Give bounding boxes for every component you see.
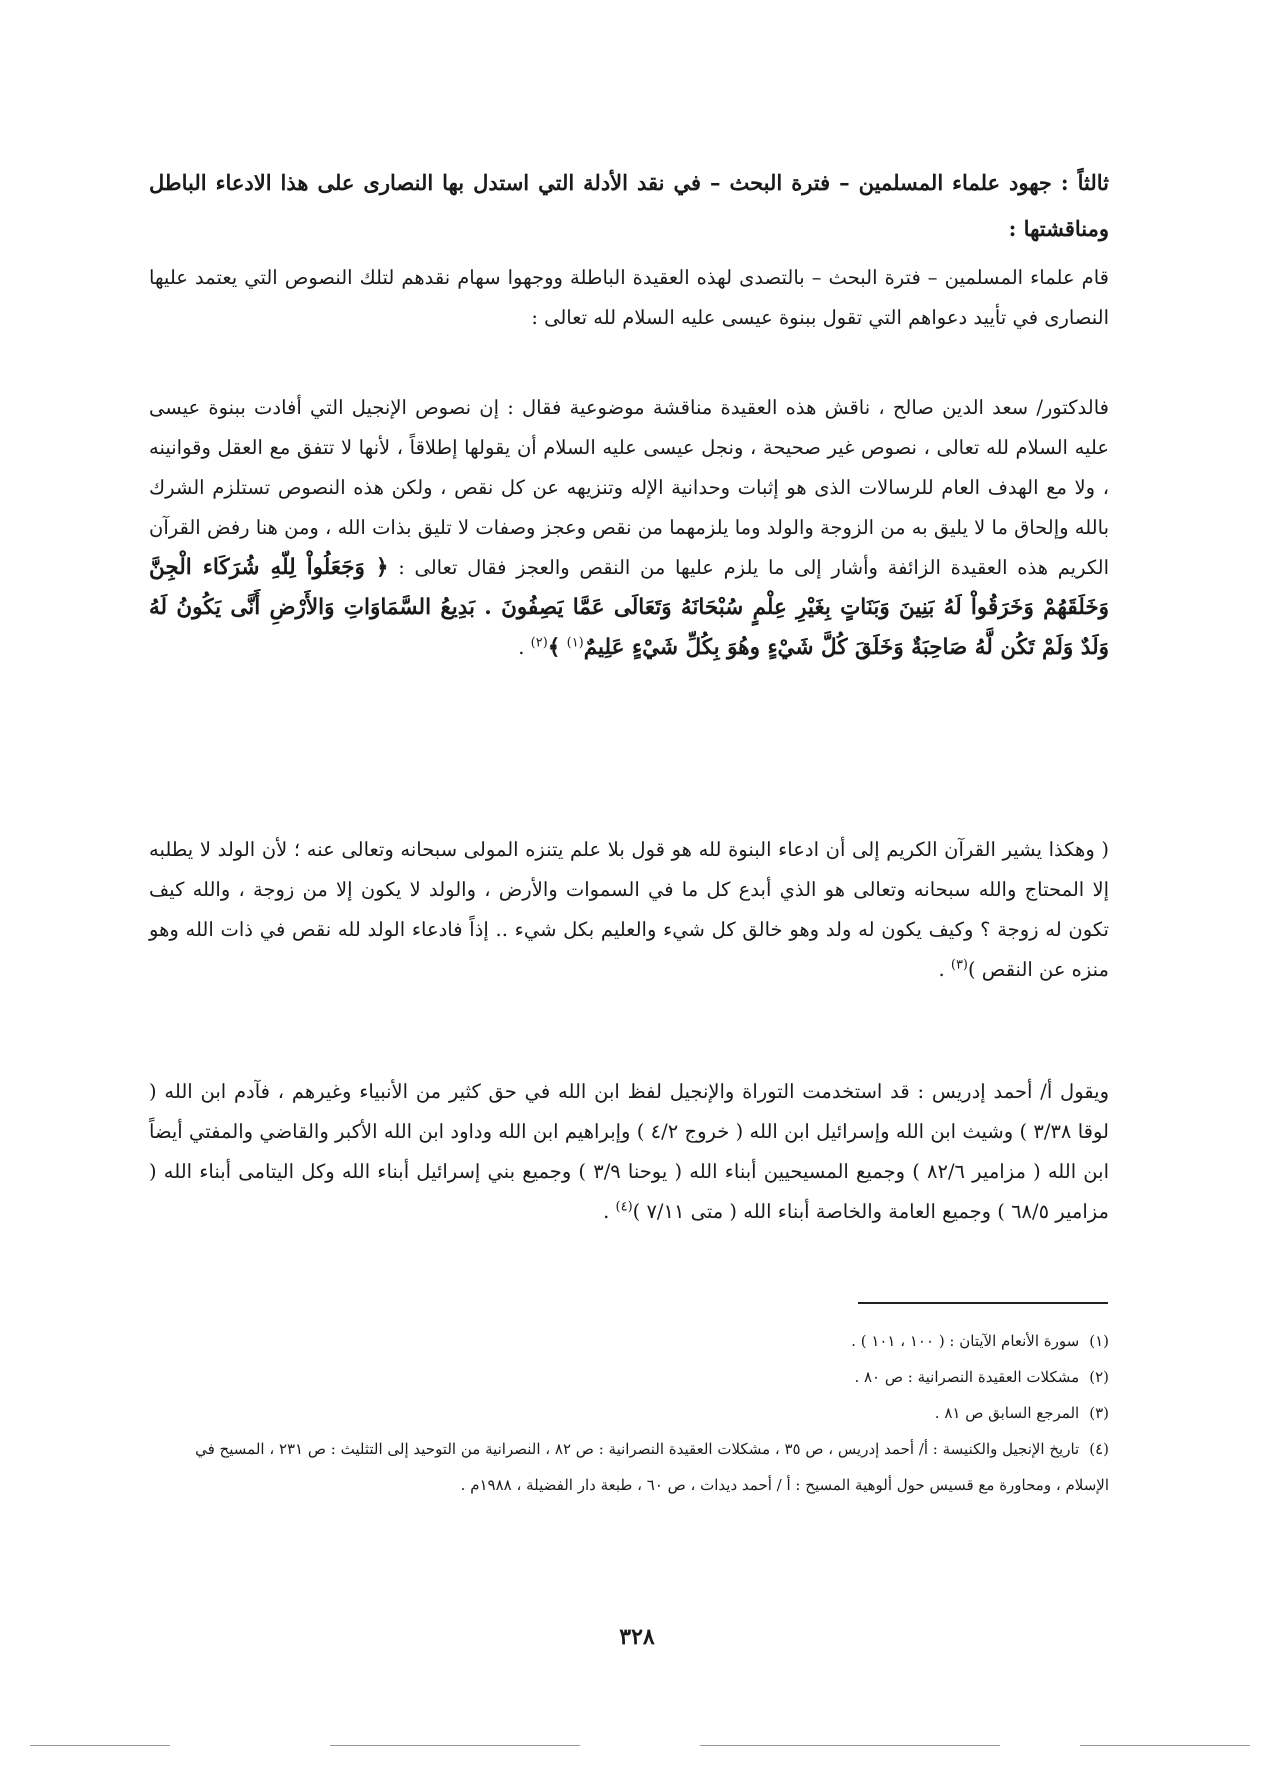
footnote-number: (١)	[1089, 1332, 1109, 1350]
section-heading: ثالثاً : جهود علماء المسلمين – فترة البحث – في نقد الأدلة التي استدل بها النصارى على هذا الادعاء الباطل ومناقشتها :	[149, 170, 1109, 241]
scan-edge-line	[700, 1745, 1000, 1746]
footnote	[149, 1323, 1109, 1359]
quran-verse: ﴿ وَجَعَلُواْ لِلّهِ شُرَكَاء الْجِنَّ وَخَلَقَهُمْ وَخَرَقُواْ لَهُ بَنِينَ وَبَنَاتٍ بِغَيْرِ عِلْمٍ سُبْحَانَهُ وَتَعَالَى عَمَّا يَصِفُونَ . بَدِيعُ السَّمَاوَاتِ وَالأَرْضِ أَنَّى يَكُونُ لَهُ وَلَدٌ وَلَمْ تَكُن لَّهُ صَاحِبَةٌ وَخَلَقَ كُلَّ شَيْءٍ وهُوَ بِكُلِّ شَيْءٍ عَلِيمٌ	[149, 555, 1109, 660]
footnote-number: (٤)	[1089, 1440, 1109, 1458]
footnote-ref: (٣)	[950, 957, 968, 973]
footnote-number: (٢)	[1089, 1368, 1109, 1386]
footnotes	[149, 1323, 1109, 1503]
paragraph-text: ويقول أ/ أحمد إدريس : قد استخدمت التوراة والإنجيل لفظ ابن الله في حق كثير من الأنبياء وغيرهم ، فآدم ابن الله ( لوقا ٣/٣٨ ) وشيث ابن الله وإسرائيل ابن الله ( خروج ٤/٢ ) وإبراهيم ابن الله وداود ابن الله الأكبر والقاضي والمفتي أيضاً ابن الله ( مزامير ٨٢/٦ ) وجميع المسيحيين أبناء الله ( يوحنا ٣/٩ ) وجميع بني إسرائيل أبناء الله وكل اليتامى أبناء الله ( مزامير ٦٨/٥ ) وجميع العامة والخاصة أبناء الله ( متى ٧/١١ )	[149, 1080, 1109, 1223]
paragraph-text: ( وهكذا يشير القرآن الكريم إلى أن ادعاء البنوة لله هو قول بلا علم يتنزه المولى سبحانه وتعالى عنه ؛ لأن الولد لا يطلبه إلا المحتاج والله سبحانه وتعالى هو الذي أبدع كل ما في السموات والأرض ، والولد لا يكون إلا من زوجة ، والله كيف تكون له زوجة ؟ وكيف يكون له ولد وهو خالق كل شيء والعليم بكل شيء .. إذاً فادعاء الولد لله نقص في ذات الله وهو منزه عن النقص )	[149, 838, 1109, 981]
paragraph-intro: قام علماء المسلمين – فترة البحث – بالتصدى لهذه العقيدة الباطلة ووجهوا سهام نقدهم لتلك النصوص التي يعتمد عليها النصارى في تأييد دعواهم التي تقول ببنوة عيسى عليه السلام لله تعالى :	[149, 266, 1109, 329]
scan-edge-line	[30, 1745, 170, 1746]
footnote-text: سورة الأنعام الآيتان : ( ١٠٠ ، ١٠١ ) .	[851, 1332, 1080, 1350]
page-number: ٣٢٨	[619, 1624, 655, 1650]
footnote	[149, 1359, 1109, 1395]
footnote-ref: (٤)	[615, 1199, 633, 1215]
scan-edge-line	[1080, 1745, 1250, 1746]
footnote-divider	[858, 1302, 1108, 1304]
paragraph-quote	[149, 830, 1109, 990]
paragraph-saad-eddin	[149, 388, 1109, 668]
footnote	[149, 1395, 1109, 1431]
paragraph-ahmad-idris	[149, 1072, 1109, 1232]
footnote-text: المرجع السابق ص ٨١ .	[934, 1404, 1080, 1422]
footnote-number: (٣)	[1089, 1404, 1109, 1422]
quran-close-bracket: ﴾	[547, 635, 561, 660]
sentence-end: .	[518, 636, 531, 659]
footnote-text: تاريخ الإنجيل والكنيسة : أ/ أحمد إدريس ، ص ٣٥ ، مشكلات العقيدة النصرانية : ص ٨٢ ، النصرانية من التوحيد إلى التثليث : ص ٢٣١ ، المسيح في الإسلام ، ومحاورة مع قسيس حول ألوهية المسيح : أ / أحمد ديدات ، ص ٦٠ ، طبعة دار الفضيلة ، ١٩٨٨م .	[195, 1440, 1109, 1494]
footnote-ref: (٢)	[530, 635, 548, 651]
sentence-end: .	[938, 958, 951, 981]
footnote-ref: (١)	[566, 635, 584, 651]
paragraph-text: فالدكتور/ سعد الدين صالح ، ناقش هذه العقيدة مناقشة موضوعية فقال : إن نصوص الإنجيل التي أفادت ببنوة عيسى عليه السلام لله تعالى ، نصوص غير صحيحة ، ونجل عيسى عليه السلام أن يقولها إطلاقاً ، لأنها لا تتفق مع العقل وقوانينه ، ولا مع الهدف العام للرسالات الذى هو إثبات وحدانية الإله وتنزيهه عن كل نقص ، ولكن هذه النصوص تستلزم الشرك بالله وإلحاق ما لا يليق به من الزوجة والولد وما يلزمهما من نقص وعجز وصفات لا تليق بذات الله ، ومن هنا رفض القرآن الكريم هذه العقيدة الزائفة وأشار إلى ما يلزم عليها من النقص والعجز فقال تعالى :	[149, 396, 1109, 579]
footnote	[149, 1431, 1109, 1503]
sentence-end: .	[603, 1200, 616, 1223]
scan-edge-line	[330, 1745, 580, 1746]
footnote-text: مشكلات العقيدة النصرانية : ص ٨٠ .	[854, 1368, 1080, 1386]
